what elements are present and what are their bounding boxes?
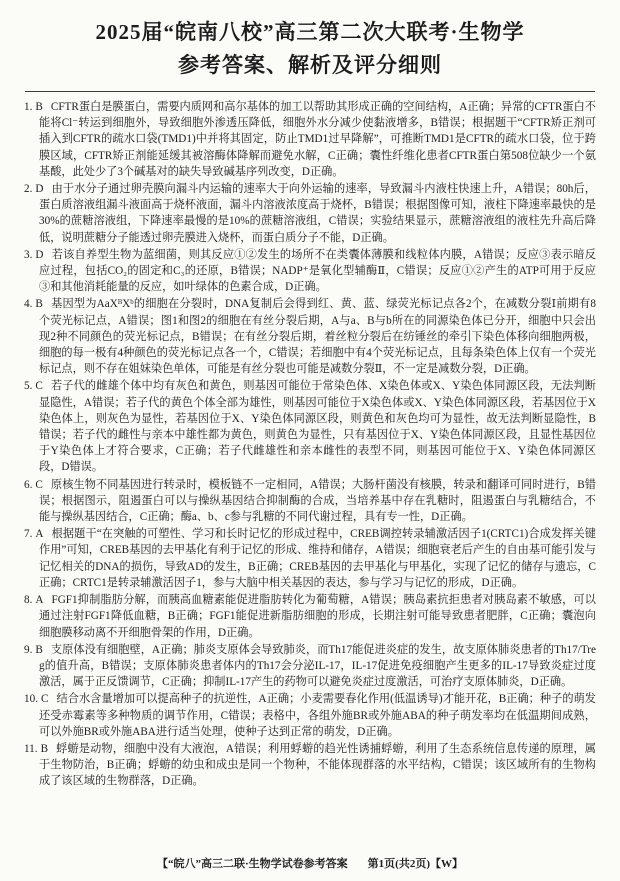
answer-number: 4.	[24, 298, 33, 311]
answer-letter: B	[35, 101, 43, 113]
answer-number: 11.	[24, 742, 38, 755]
answer-list	[24, 99, 596, 852]
answer-letter: A	[35, 528, 44, 541]
answer-letter: B	[35, 298, 43, 311]
footer-page-number: 第1页(共2页)【W】	[367, 858, 463, 870]
answer-item-3	[24, 247, 596, 296]
answer-explanation: 由于水分子通过卵壳膜向漏斗内运输的速率大于向外运输的速率，导致漏斗内液柱快速上升，A错误；80h后，蛋白质溶液组漏斗液面高于烧杯液面，漏斗内溶液浓度高于烧杯，B错误；根据图像可知，液柱下降速率最快的是30%的蔗糖溶液组，下降速率最慢的是10%的蔗糖溶液组，C错误；实验结果显示，蔗糖溶液组的液柱先升高后降低，说明蔗糖分子能透过卵壳膜进入烧杯，而蛋白质分子不能，D正确。	[39, 183, 596, 244]
answer-explanation: 蜉蝣是动物，细胞中没有大液泡，A错误；利用蜉蝣的趋光性诱捕蜉蝣，利用了生态系统信息传递的原理，属于生物防治，B正确；蜉蝣的幼虫和成虫是同一个物种，不能体现群落的水平结构，C错误；该区域所有的生物构成了该区域的生物群落，D正确。	[39, 742, 596, 788]
answer-explanation: 结合水含量增加可以提高种子的抗逆性，A正确；小麦需要春化作用(低温诱导)才能开花，B正确；种子的萌发还受赤霉素等多种物质的调节作用，C错误；表格中，各组外施BR或外施ABA的种子萌发率均在低温期间成熟，可以外施BR或外施ABA进行适当处理，使种子达到正常的萌发，D正确。	[39, 693, 596, 738]
answer-number: 5.	[24, 380, 33, 393]
answer-number: 8.	[24, 594, 33, 607]
answer-letter: D	[35, 183, 44, 196]
answer-number: 7.	[24, 528, 33, 541]
title-line-1: 2025届“皖南八校”高三第二次大联考·生物学	[95, 20, 525, 44]
answer-explanation: 基因型为AaXᴮXᵇ的细胞在分裂时，DNA复制后会得到红、黄、蓝、绿荧光标记点各2个，在减数分裂Ⅰ前期有8个荧光标记点，A错误；图1和图2的细胞在有丝分裂后期，A与a、B与b所在的同源染色体已分开，细胞中只会出现2种不同颜色的荧光标记点，B错误；在有丝分裂后期，着丝粒分裂后在纺锤丝的牵引下染色体移向细胞两极，细胞的每一极有4种颜色的荧光标记点各一个，C错误；若细胞中有4个荧光标记点，且每条染色体上仅有一个荧光标记点，则不存在姐妹染色单体，可能是有丝分裂也可能是减数分裂Ⅱ，不一定是减数分裂，D正确。	[39, 298, 596, 376]
answer-number: 2.	[24, 183, 33, 196]
title-divider	[25, 91, 595, 92]
answer-item-6	[24, 477, 596, 526]
answer-number: 6.	[24, 478, 33, 491]
answer-explanation: CFTR蛋白是膜蛋白，需要内质网和高尔基体的加工以帮助其形成正确的空间结构，A正确；异常的CFTR蛋白不能将Cl⁻转运到细胞外，导致细胞外渗透压降低，细胞外水分减少使黏液增多，B错误；根据题干“CFTR矫正剂可插入到CFTR的疏水口袋(TMD1)中并将其固定，防止TMD1过早降解”，可推断TMD1是CFTR的疏水口袋，位于跨膜区域，CFTR矫正剂能延缓其被溶酶体降解而避免水解，C正确；囊性纤维化患者CFTR蛋白第508位缺少一个氨基酸，此处少了3个碱基对的缺失导致碱基序列改变，D正确。	[39, 101, 596, 178]
answer-explanation: 若该自养型生物为蓝细菌，则其反应①②发生的场所不在类囊体薄膜和线粒体内膜，A错误；反应③表示暗反应过程，包括CO₂的固定和C₃的还原，B错误；NADP⁺是氧化型辅酶Ⅱ，C错误；反应①②产生的ATP可用于反应③和其他消耗能量的反应，如叶绿体的色素合成，D正确。	[39, 248, 596, 294]
answer-item-5	[24, 378, 596, 475]
answer-item-8	[24, 592, 596, 641]
answer-number: 1.	[24, 101, 33, 113]
answer-item-1	[24, 99, 596, 180]
answer-letter: C	[35, 380, 43, 393]
answer-explanation: 支原体没有细胞壁，A正确；肺炎支原体会导致肺炎，而Th17能促进炎症的发生，故支原体肺炎患者的Th17/Treg的值升高，B错误；支原体肺炎患者体内的Th17会分泌IL-17，IL-17促进免疫细胞产生更多的IL-17导致炎症过度激活，属于正反馈调节，C正确；抑制IL-17产生的药物可以避免炎症过度激活，可治疗支原体肺炎，D正确。	[39, 643, 596, 689]
answer-explanation: FGF1抑制脂肪分解，而胰高血糖素能促进脂肪转化为葡萄糖，A错误；胰岛素抗拒患者对胰岛素不敏感，可以通过注射FGF1降低血糖，B正确；FGF1能促进新脂肪细胞的形成，长期注射可能导致患者肥胖，C正确；囊泡向细胞膜移动离不开细胞骨架的作用，D正确。	[39, 594, 596, 639]
answer-explanation: 原核生物不同基因进行转录时，模板链不一定相同，A错误；大肠杆菌没有核膜，转录和翻译可同时进行，B错误；根据图示，阻遏蛋白可以与操纵基因结合抑制酶的合成，当培养基中存在乳糖时，阻遏蛋白与乳糖结合，不能与操纵基因结合，C正确；酶a、b、c参与乳糖的不同代谢过程，具有专一性，D正确。	[39, 478, 596, 524]
answer-item-11	[24, 741, 596, 790]
footer-paper-name: 【“皖八”高三二联·生物学试卷参考答案	[157, 858, 348, 870]
answer-letter: C	[40, 693, 49, 706]
answer-letter: A	[35, 594, 44, 607]
title-line-2: 参考答案、解析及评分细则	[178, 53, 442, 77]
answer-explanation: 若子代的雌雄个体中均有灰色和黄色，则基因可能位于常染色体、X染色体或X、Y染色体同源区段，无法判断显隐性，A错误；若子代的黄色个体全部为雄性，则基因可能位于X染色体或X、Y染色体同源区段，若基因位于X染色体上，则灰色为显性，若基因位于X、Y染色体同源区段，则黄色和灰色均可为显性，故无法判断显隐性，B错误；若子代的雌性与亲本中雄性都为黄色，则黄色为显性，只有基因位于X、Y染色体同源区段，且显性基因位于Y染色体上才符合要求，C正确；若子代雌雄性和亲本雌性的表型不同，则基因可能位于X、Y染色体同源区段，D错误。	[39, 380, 596, 474]
answer-item-9	[24, 642, 596, 691]
answer-letter: B	[40, 742, 49, 755]
answer-item-4	[24, 296, 596, 377]
answer-letter: D	[35, 248, 44, 261]
answer-number: 10.	[24, 693, 38, 706]
answer-number: 3.	[24, 248, 33, 261]
answer-item-2	[24, 181, 596, 246]
page-footer	[24, 855, 596, 873]
answer-item-7	[24, 526, 596, 591]
answer-item-10	[24, 691, 596, 740]
answer-letter: C	[35, 478, 43, 491]
answer-number: 9.	[24, 643, 33, 656]
answer-letter: B	[35, 643, 43, 656]
answer-explanation: 根据题干“在突触的可塑性、学习和长时记忆的形成过程中，CREB调控转录辅激活因子1(CRTC1)合成发挥关键作用”可知，CREB基因的去甲基化有利于记忆的形成、维持和储存，A错误；细胞衰老后产生的自由基可能引发与记忆相关的DNA的损伤，导致AD的发生，B正确；CREB基因的去甲基化与甲基化，实现了记忆的储存与遗忘，C正确；CRTC1是转录辅激活因子1，参与大脑中相关基因的表达，参与学习与记忆的形成，D正确。	[39, 528, 596, 589]
page-title	[24, 16, 596, 82]
